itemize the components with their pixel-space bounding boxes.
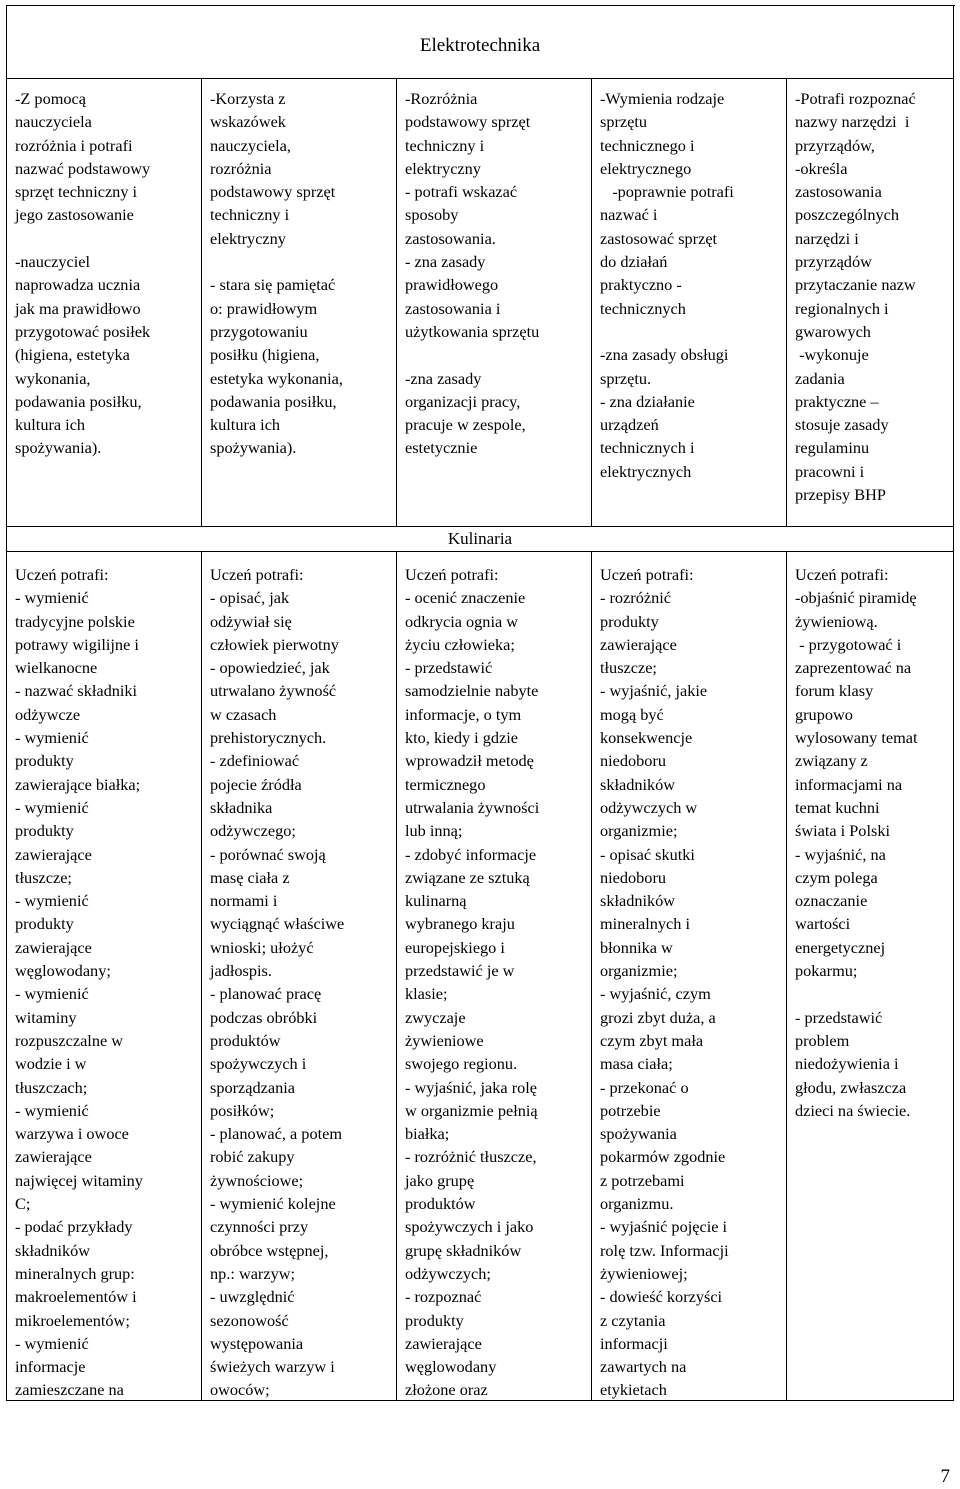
section-title-row bbox=[7, 527, 954, 552]
table-cell: -Z pomocą nauczyciela rozróżnia i potrafi nazwać podstawowy sprzęt techniczny i jego zastosowanie -nauczyciel naprowadza ucznia jak ma prawidłowo przygotować posiłek (higiena, estetyka wykonania, podawania posiłku, kultura ich spożywania). bbox=[7, 79, 202, 527]
section-title: Elektrotechnika bbox=[419, 35, 541, 56]
table-cell: Uczeń potrafi: - ocenić znaczenie odkrycia ognia w życiu człowieka; - przedstawić samodzielnie nabyte informacje, o tym kto, kiedy i gdzie wprowadził metodę termicznego utrwalania żywności lub inną; - zdobyć informacje związane ze sztuką kulinarną wybranego kraju europejskiego i przedstawić je w klasie; zwyczaje żywieniowe swojego regionu. - wyjaśnić, jaka rolę w organizmie pełnią białka; - rozróżnić tłuszcze, jako grupę produktów spożywczych i jako grupę składników odżywczych; - rozpoznać produkty zawierające węglowodany złożone oraz bbox=[397, 552, 592, 1401]
table-cell: -Rozróżnia podstawowy sprzęt techniczny i elektryczny - potrafi wskazać sposoby zastosowania. - zna zasady prawidłowego zastosowania i użytkowania sprzętu -zna zasady organizacji pracy, pracuje w zespole, estetycznie bbox=[397, 79, 592, 527]
table-cell: -Korzysta z wskazówek nauczyciela, rozróżnia podstawowy sprzęt techniczny i elektryczny - stara się pamiętać o: prawidłowym przygotowaniu posiłku (higiena, estetyka wykonania, podawania posiłku, kultura ich spożywania). bbox=[202, 79, 397, 527]
table-row bbox=[7, 552, 954, 1401]
page-number: 7 bbox=[940, 1466, 950, 1487]
table-cell: Uczeń potrafi: - wymienić tradycyjne polskie potrawy wigilijne i wielkanocne - nazwać składniki odżywcze - wymienić produkty zawierające białka; - wymienić produkty zawierające tłuszcze; - wymienić produkty zawierające węglowodany; - wymienić witaminy rozpuszczalne w wodzie i w tłuszczach; - wymienić warzywa i owoce zawierające najwięcej witaminy C; - podać przykłady składników mineralnych grup: makroelementów i mikroelementów; - wymienić informacje zamieszczane na bbox=[7, 552, 202, 1401]
table-cell: Uczeń potrafi: - rozróżnić produkty zawierające tłuszcze; - wyjaśnić, jakie mogą być konsekwencje niedoboru składników odżywczych w organizmie; - opisać skutki niedoboru składników mineralnych i błonnika w organizmie; - wyjaśnić, czym grozi zbyt duża, a czym zbyt mała masa ciała; - przekonać o potrzebie spożywania pokarmów zgodnie z potrzebami organizmu. - wyjaśnić pojęcie i rolę tzw. Informacji żywieniowej; - dowieść korzyści z czytania informacji zawartych na etykietach bbox=[592, 552, 787, 1401]
table-row bbox=[7, 79, 954, 527]
table-cell: Uczeń potrafi: -objaśnić piramidę żywieniową. - przygotować i zaprezentować na forum klasy grupowo wylosowany temat związany z informacjami na temat kuchni świata i Polski - wyjaśnić, na czym polega oznaczanie wartości energetycznej pokarmu; - przedstawić problem niedożywienia i głodu, zwłaszcza dzieci na świecie. bbox=[787, 552, 954, 1401]
table-cell: -Wymienia rodzaje sprzętu technicznego i elektrycznego -poprawnie potrafi nazwać i zastosować sprzęt do działań praktyczno - technicznych -zna zasady obsługi sprzętu. - zna działanie urządzeń technicznych i elektrycznych bbox=[592, 79, 787, 527]
section-title-row bbox=[7, 6, 954, 79]
table-cell: -Potrafi rozpoznać nazwy narzędzi i przyrządów, -określa zastosowania poszczególnych narzędzi i przyrządów przytaczanie nazw regionalnych i gwarowych -wykonuje zadania praktyczne – stosuje zasady regulaminu pracowni i przepisy BHP bbox=[787, 79, 954, 527]
section-title: Kulinaria bbox=[447, 529, 513, 548]
content-table bbox=[6, 5, 955, 1401]
table-cell: Uczeń potrafi: - opisać, jak odżywiał się człowiek pierwotny - opowiedzieć, jak utrwalano żywność w czasach prehistorycznych. - zdefiniować pojecie źródła składnika odżywczego; - porównać swoją masę ciała z normami i wyciągnąć właściwe wnioski; ułożyć jadłospis. - planować pracę podczas obróbki produktów spożywczych i sporządzania posiłków; - planować, a potem robić zakupy żywnościowe; - wymienić kolejne czynności przy obróbce wstępnej, np.: warzyw; - uwzględnić sezonowość występowania świeżych warzyw i owoców; bbox=[202, 552, 397, 1401]
